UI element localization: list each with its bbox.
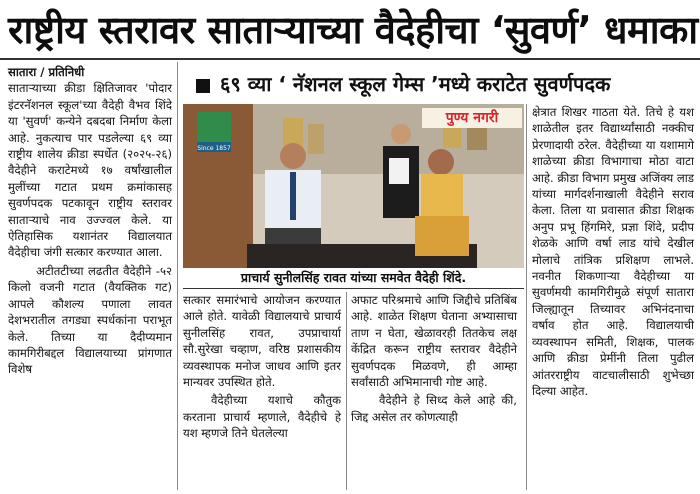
- article-column-3: [351, 292, 517, 490]
- column-divider: [346, 292, 347, 490]
- article-column-2: [183, 292, 341, 490]
- paragraph: सत्कार समारंभाचे आयोजन करण्यात आले होते. यावेळी विद्यालयाचे प्राचार्य सुनीलसिंह रावत, उपप्राचार्या सौ.सुरेखा चव्हाण, वरिष्ठ प्रशासकीय व्यवस्थापक मनोज जाधव आणि इतर मान्यवर उपस्थित होते.: [183, 293, 341, 390]
- article-photo: [183, 104, 524, 268]
- column-divider: [526, 104, 527, 490]
- newspaper-logo: पुण्य नगरी: [422, 108, 522, 128]
- top-divider: [0, 58, 700, 60]
- column-divider: [177, 62, 178, 490]
- photo-sign-text: Since 1857: [197, 145, 231, 152]
- article-column-4: [532, 104, 694, 490]
- photo-illustration: [183, 104, 524, 268]
- photo-caption: प्राचार्य सुनीलसिंह रावत यांच्या समवेत वैदेही शिंदे.: [183, 268, 524, 289]
- paragraph: साताऱ्याच्या क्रीडा क्षितिजावर 'पोदार इंटरनॅशनल स्कूल'च्या वैदेही वैभव शिंदे या 'सुवर्ण' कन्येने दबदबा निर्माण केला आहे. नुकत्याच पार पडलेल्या ६९ व्या राष्ट्रीय शालेय क्रीडा स्पर्धेत (२०२५-२६) वैदेहीने कराटेमध्ये १७ वर्षांखालील मुलींच्या गटात प्रथम क्रमांकासह सुवर्णपदक पटकावून राष्ट्रीय स्तरावर साताऱ्याचे नाव उज्ज्वल केले. या ऐतिहासिक यशानंतर विद्यालयात वैदेहीचा जंगी सत्कार करण्यात आला.: [8, 81, 172, 260]
- article-column-1: [8, 64, 172, 490]
- subheadline: ६९ व्या ‘ नॅशनल स्कूल गेम्स ’मध्ये कराटेत सुवर्णपदक: [196, 66, 694, 102]
- paragraph: वैदेहीच्या यशाचे कौतुक करताना प्राचार्य म्हणाले, वैदेहीचे हे यश म्हणजे तिने घेतलेल्या: [183, 393, 341, 441]
- paragraph: क्षेत्रात शिखर गाठता येते. तिचे हे यश शाळेतील इतर विद्यार्थ्यांसाठी नक्कीच प्रेरणादायी ठरेल. वैदेहीच्या या यशामागे शाळेच्या क्रीडा विभागाचा मोठा वाटा आहे. क्रीडा विभाग प्रमुख अजिंक्य लाड यांच्या मार्गदर्शनाखाली वैदेहीने सराव केला. तिला या प्रवासात क्रीडा शिक्षक अनुप प्रभू हिंगमिरे, प्रज्ञा शिंदे, प्रदीप शेळके आणि वर्षा लाड यांचे देखील मोलाचे तांत्रिक प्रशिक्षण लाभले. नवनीत शिकणाऱ्या वैदेहीच्या या सुवर्णमयी कामगिरीमुळे संपूर्ण सातारा जिल्ह्यातून तिच्यावर अभिनंदनाचा वर्षाव होत आहे. विद्यालयाची व्यवस्थापन समिती, शिक्षक, पालक आणि क्रीडा प्रेमींनी तिला पुढील आंतरराष्ट्रीय वाटचालीसाठी शुभेच्छा दिल्या आहेत.: [532, 105, 694, 398]
- paragraph: वैदेहीने हे सिध्द केले आहे की, जिद्द असेल तर कोणत्याही: [351, 393, 517, 424]
- paragraph: अफाट परिश्रमाचे आणि जिद्दीचे प्रतिबिंब आहे. शाळेत शिक्षण घेताना अभ्यासाचा ताण न घेता, खेळावरही तितकेच लक्ष केंद्रित करून राष्ट्रीय स्तरावर वैदेहीने सुवर्णपदक मिळवणे, ही आम्हा सर्वांसाठी अभिमानाची गोष्ट आहे.: [351, 293, 517, 390]
- paragraph: अटीतटीच्या लढतीत वैदेहीने -५२ किलो वजनी गटात (वैयक्तिक गट) आपले कौशल्य पणाला लावत देशभरातील तगड्या स्पर्धकांना पराभूत केले. तिच्या या दैदीप्यमान कामगिरीबद्दल विद्यालयाच्या प्रांगणात विशेष: [8, 263, 172, 377]
- dateline: सातारा / प्रतिनिधी: [8, 65, 85, 79]
- headline: राष्ट्रीय स्तरावर साताऱ्याच्या वैदेहीचा ‘सुवर्ण’ धमाका: [8, 8, 698, 52]
- bullet-square-icon: [196, 79, 210, 93]
